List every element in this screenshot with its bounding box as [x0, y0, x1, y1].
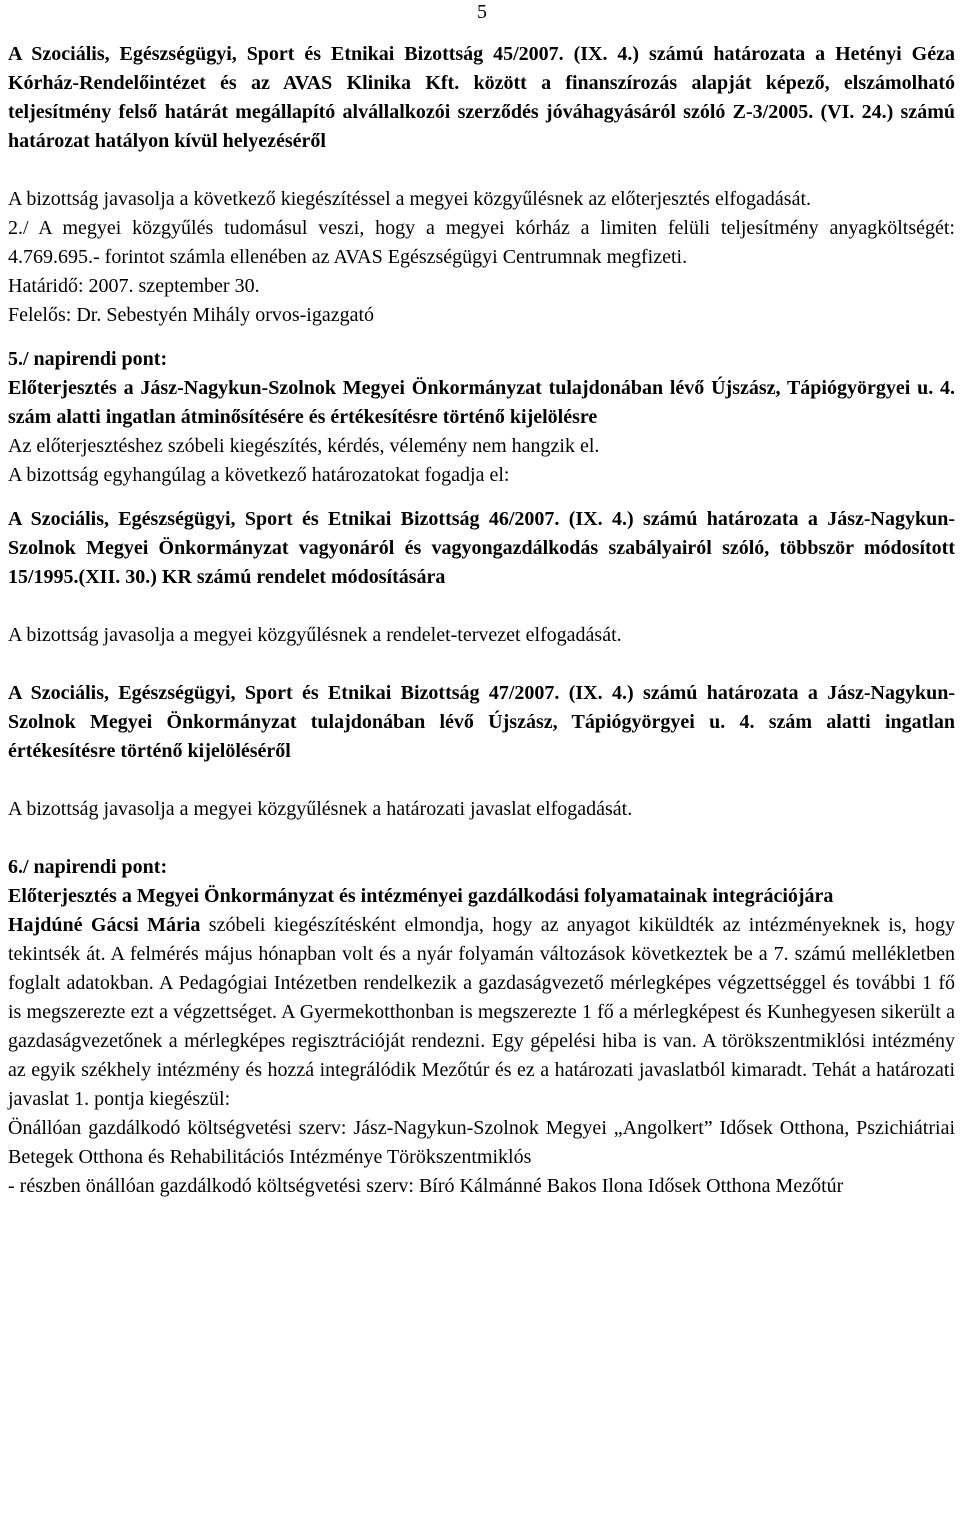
- agenda-5-line-1: Az előterjesztéshez szóbeli kiegészítés, kérdés, vélemény nem hangzik el.: [8, 435, 600, 457]
- page-number: 5: [477, 1, 487, 23]
- resolution-45-deadline: Határidő: 2007. szeptember 30.: [8, 275, 260, 297]
- spacer: [8, 766, 955, 795]
- agenda-6-item-1: Önállóan gazdálkodó költségvetési szerv: Jász-Nagykun-Szolnok Megyei „Angolkert” Idősek Otthona, Pszichiátriai Betegek Otthona és Rehabilitációs Intézménye Törökszentmiklós: [8, 1117, 955, 1168]
- agenda-6-label: 6./ napirendi pont:: [8, 856, 168, 878]
- spacer: [8, 650, 955, 679]
- spacer: [8, 824, 955, 853]
- agenda-5-title: Előterjesztés a Jász-Nagykun-Szolnok Megyei Önkormányzat tulajdonában lévő Újszász, Tápiógyörgyei u. 4. szám alatti ingatlan átminősítésére és értékesítésre történő kijelölésre: [8, 377, 955, 428]
- resolution-45-item-2: 2./ A megyei közgyűlés tudomásul veszi, hogy a megyei kórház a limiten felüli teljesítmény anyagköltségét: 4.769.695.- forintot számla ellenében az AVAS Egészségügyi Centrumnak megfizeti.: [8, 217, 955, 268]
- resolution-45-responsible: Felelős: Dr. Sebestyén Mihály orvos-igazgató: [8, 304, 375, 326]
- spacer: [8, 156, 955, 185]
- agenda-5-line-2: A bizottság egyhangúlag a következő határozatokat fogadja el:: [8, 464, 510, 486]
- resolution-46-body: A bizottság javasolja a megyei közgyűlésnek a rendelet-tervezet elfogadását.: [8, 624, 622, 646]
- speech-text: szóbeli kiegészítésként elmondja, hogy az anyagot kiküldték az intézményeknek is, hogy tekintsék át. A felmérés május hónapban volt és a nyár folyamán változások következtek be a 7. számú mellékletben foglalt adatokban. A Pedagógiai Intézetben rendelkezik a gazdaságvezető mérlegképes végzettséggel és további 1 fő is megszerezte ezt a végzettséget. A Gyermekotthonban is megszerezte 1 fő a mérlegképest és Kunhegyesen sikerült a gazdaságvezetőnek a mérlegképes regisztrációját rendezni. Egy gépelési hiba is van. A törökszentmiklósi intézmény az egyik székhely intézmény és hozzá integrálódik Mezőtúr és ez a határozati javaslatból kimaradt. Tehát a határozati javaslat 1. pontja kiegészül:: [8, 914, 956, 1110]
- agenda-6-item-2: - részben önállóan gazdálkodó költségvetési szerv: Bíró Kálmánné Bakos Ilona Idősek Otthona Mezőtúr: [8, 1175, 844, 1197]
- resolution-46-heading: A Szociális, Egészségügyi, Sport és Etnikai Bizottság 46/2007. (IX. 4.) számú határozata a Jász-Nagykun-Szolnok Megyei Önkormányzat vagyonáról és vagyongazdálkodás szabályairól szóló, többször módosított 15/1995.(XII. 30.) KR számú rendelet módosítására: [8, 508, 955, 588]
- spacer: [8, 592, 955, 621]
- resolution-47-heading: A Szociális, Egészségügyi, Sport és Etnikai Bizottság 47/2007. (IX. 4.) számú határozata a Jász-Nagykun-Szolnok Megyei Önkormányzat tulajdonában lévő Újszász, Tápiógyörgyei u. 4. szám alatti ingatlan értékesítésre történő kijelöléséről: [8, 682, 955, 762]
- resolution-45-heading: A Szociális, Egészségügyi, Sport és Etnikai Bizottság 45/2007. (IX. 4.) számú határozata a Hetényi Géza Kórház-Rendelőintézet és az AVAS Klinika Kft. között a finanszírozás alapját képező, elszámolható teljesítmény felső határát megállapító alvállalkozói szerződés jóváhagyásáról szóló Z-3/2005. (VI. 24.) számú határozat hatályon kívül helyezéséről: [8, 43, 955, 152]
- agenda-6-speech: [8, 911, 955, 1114]
- document-body: [8, 40, 955, 1201]
- spacer: [8, 330, 955, 345]
- resolution-45-body: A bizottság javasolja a következő kiegészítéssel a megyei közgyűlésnek az előterjesztés elfogadását.: [8, 188, 812, 210]
- speaker-name: Hajdúné Gácsi Mária: [8, 914, 201, 936]
- agenda-5-label: 5./ napirendi pont:: [8, 348, 168, 370]
- agenda-6-title: Előterjesztés a Megyei Önkormányzat és intézményei gazdálkodási folyamatainak integrációjára: [8, 885, 834, 907]
- resolution-47-body: A bizottság javasolja a megyei közgyűlésnek a határozati javaslat elfogadását.: [8, 798, 633, 820]
- spacer: [8, 490, 955, 505]
